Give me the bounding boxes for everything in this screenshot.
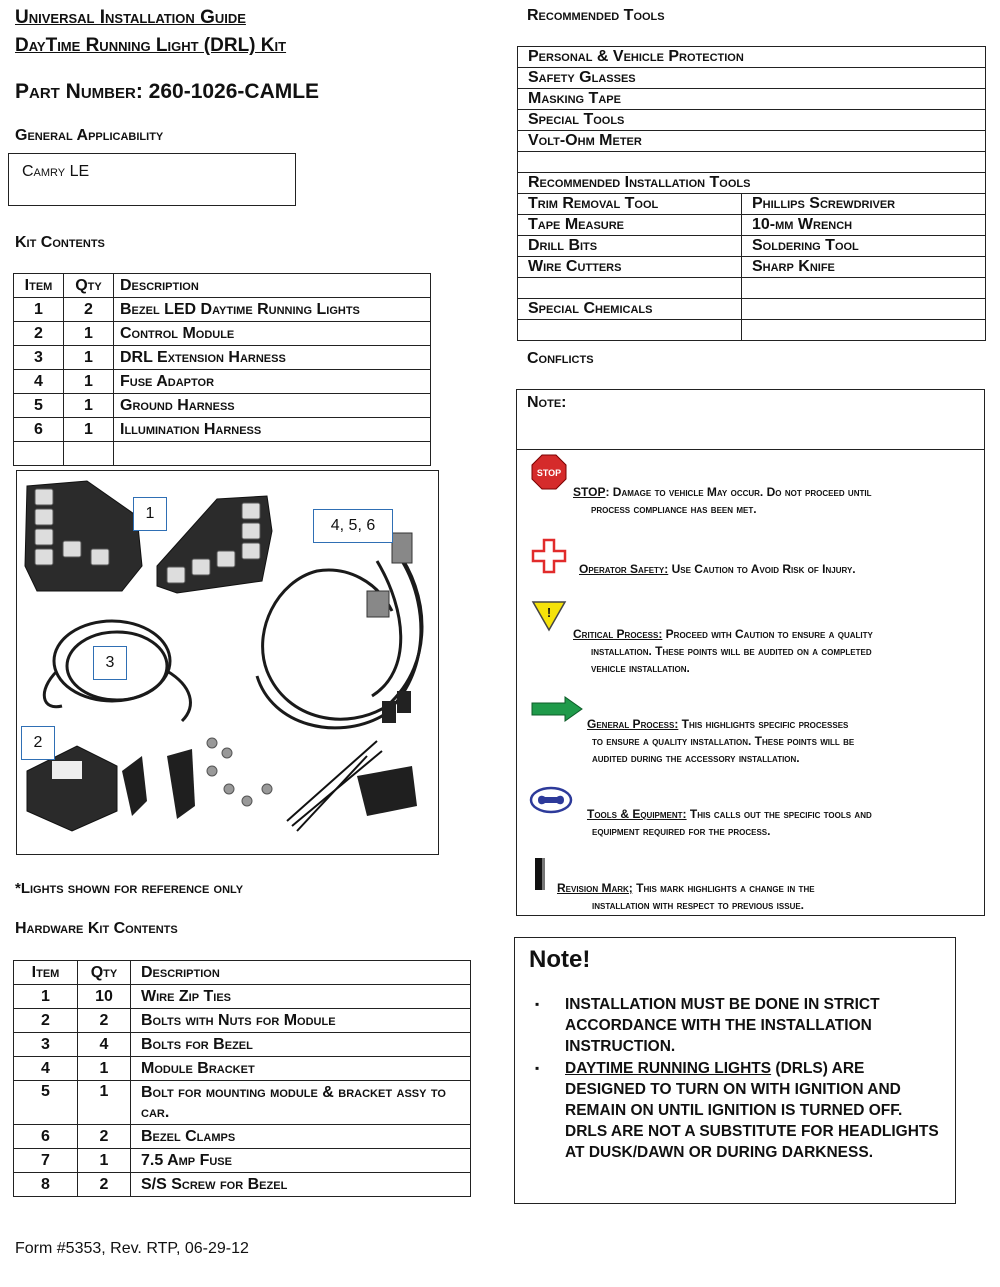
legend-stop xyxy=(573,484,871,518)
red-cross-icon xyxy=(531,538,567,574)
cell-qty: 1 xyxy=(78,1081,131,1125)
table-row xyxy=(518,47,986,68)
tool-item: Soldering Tool xyxy=(742,236,986,257)
tool-item: Wire Cutters xyxy=(518,257,742,278)
legend-revision xyxy=(557,880,815,914)
table-row xyxy=(518,299,986,320)
empty-cell xyxy=(518,278,742,299)
cell-item: 6 xyxy=(14,1125,78,1149)
cell-description xyxy=(114,442,431,466)
table-row xyxy=(14,394,431,418)
table-row xyxy=(14,1125,471,1149)
table-row xyxy=(14,442,431,466)
wrench-icon xyxy=(529,786,573,814)
table-row xyxy=(518,152,986,173)
cell-description: Illumination Harness xyxy=(114,418,431,442)
empty-cell xyxy=(518,320,742,341)
callout-4-5-6: 4, 5, 6 xyxy=(313,509,393,543)
empty-cell xyxy=(742,278,986,299)
table-row xyxy=(14,370,431,394)
cell-description: Bezel LED Daytime Running Lights xyxy=(114,298,431,322)
cell-description: S/S Screw for Bezel xyxy=(131,1173,471,1197)
table-header-row xyxy=(14,961,471,985)
table-row xyxy=(14,322,431,346)
callout-2: 2 xyxy=(21,726,55,760)
title-line-1: Universal Installation Guide xyxy=(15,7,246,28)
header-qty: Qty xyxy=(78,961,131,985)
cell-item: 8 xyxy=(14,1173,78,1197)
legend-general xyxy=(587,716,854,767)
cell-qty: 2 xyxy=(78,1009,131,1033)
cell-description: Fuse Adaptor xyxy=(114,370,431,394)
protection-heading: Personal & Vehicle Protection xyxy=(518,47,986,68)
note-label: Note: xyxy=(527,394,567,411)
general-text-cont: audited during the accessory installation. xyxy=(592,751,800,765)
cell-qty: 4 xyxy=(78,1033,131,1057)
legend-safety xyxy=(579,561,856,578)
kit-contents-table xyxy=(13,273,431,466)
cell-description: Bezel Clamps xyxy=(131,1125,471,1149)
revision-text-cont: installation with respect to previous issue. xyxy=(592,898,805,912)
green-arrow-icon xyxy=(531,696,583,722)
cell-description: Control Module xyxy=(114,322,431,346)
cell-item: 5 xyxy=(14,394,64,418)
cell-item: 2 xyxy=(14,1009,78,1033)
stop-label: STOP xyxy=(573,485,606,499)
cell-description: 7.5 Amp Fuse xyxy=(131,1149,471,1173)
critical-text-cont: vehicle installation. xyxy=(591,661,690,675)
svg-text:!: ! xyxy=(546,605,552,620)
tool-item: Phillips Screwdriver xyxy=(742,194,986,215)
tool-item: Sharp Knife xyxy=(742,257,986,278)
tool-item: Volt-Ohm Meter xyxy=(518,131,986,152)
legend-tools xyxy=(587,806,872,840)
cell-item: 1 xyxy=(14,298,64,322)
install-tools-heading: Recommended Installation Tools xyxy=(518,173,986,194)
empty-cell xyxy=(518,152,986,173)
applicability-box xyxy=(8,153,296,206)
header-description: Description xyxy=(114,274,431,298)
stop-icon xyxy=(531,454,567,490)
legend-critical xyxy=(573,626,873,677)
note-item: ▪ INSTALLATION MUST BE DONE IN STRICT ACCORDANCE WITH THE INSTALLATION INSTRUCTION. xyxy=(565,994,945,1057)
stop-icon-text: STOP xyxy=(536,468,562,478)
cell-qty xyxy=(64,442,114,466)
header-description: Description xyxy=(131,961,471,985)
cell-description: Bolts with Nuts for Module xyxy=(131,1009,471,1033)
general-label: General Process: xyxy=(587,717,679,731)
note-list xyxy=(565,994,945,1164)
table-row xyxy=(14,1033,471,1057)
tools-table xyxy=(517,46,986,341)
cell-qty: 2 xyxy=(78,1173,131,1197)
cell-item: 4 xyxy=(14,370,64,394)
cell-item xyxy=(14,442,64,466)
caution-triangle-icon xyxy=(531,600,567,632)
cell-description: Bolts for Bezel xyxy=(131,1033,471,1057)
cell-description: DRL Extension Harness xyxy=(114,346,431,370)
empty-cell xyxy=(742,299,986,320)
cell-qty: 2 xyxy=(64,298,114,322)
cell-qty: 1 xyxy=(64,370,114,394)
table-header-row xyxy=(14,274,431,298)
table-row xyxy=(518,110,986,131)
general-text: This highlights specific processes xyxy=(678,717,849,731)
cell-item: 1 xyxy=(14,985,78,1009)
cell-item: 6 xyxy=(14,418,64,442)
table-row xyxy=(14,1081,471,1125)
header-item: Item xyxy=(14,961,78,985)
header-item: Item xyxy=(14,274,64,298)
table-row xyxy=(14,1149,471,1173)
revision-mark-icon xyxy=(535,858,545,890)
stop-text-cont: process compliance has been met. xyxy=(591,502,757,516)
kit-photo xyxy=(16,470,439,855)
form-footer: Form #5353, Rev. RTP, 06-29-12 xyxy=(15,1240,249,1257)
table-row xyxy=(518,131,986,152)
hardware-kit-heading: Hardware Kit Contents xyxy=(15,920,178,937)
cell-description: Module Bracket xyxy=(131,1057,471,1081)
callout-3: 3 xyxy=(93,646,127,680)
table-row xyxy=(518,257,986,278)
tool-item: Safety Glasses xyxy=(518,68,986,89)
tools-text-cont: equipment required for the process. xyxy=(592,824,771,838)
revision-label: Revision Mark; xyxy=(557,881,633,895)
note-item-underlined: DAYTIME RUNNING LIGHTS xyxy=(565,1060,772,1077)
title-line-2: DayTime Running Light (DRL) Kit xyxy=(15,35,287,56)
critical-label: Critical Process: xyxy=(573,627,663,641)
tool-item: Trim Removal Tool xyxy=(518,194,742,215)
table-row xyxy=(518,278,986,299)
cell-qty: 1 xyxy=(64,394,114,418)
table-row xyxy=(518,236,986,257)
recommended-tools-heading: Recommended Tools xyxy=(527,7,665,24)
stop-text: : Damage to vehicle May occur. Do not proceed until xyxy=(605,485,872,499)
table-row xyxy=(518,89,986,110)
cell-item: 3 xyxy=(14,346,64,370)
header-qty: Qty xyxy=(64,274,114,298)
cell-item: 5 xyxy=(14,1081,78,1125)
table-row xyxy=(14,1057,471,1081)
note-item xyxy=(565,1058,945,1163)
cell-qty: 2 xyxy=(78,1125,131,1149)
special-chemicals-heading: Special Chemicals xyxy=(518,299,742,320)
applicability-value: Camry LE xyxy=(22,163,90,180)
table-row xyxy=(518,173,986,194)
part-number: Part Number: 260-1026-CAMLE xyxy=(15,80,320,103)
table-row xyxy=(14,1173,471,1197)
cell-qty: 1 xyxy=(64,346,114,370)
cell-qty: 1 xyxy=(78,1149,131,1173)
hardware-kit-table xyxy=(13,960,471,1197)
cell-item: 7 xyxy=(14,1149,78,1173)
table-row xyxy=(14,346,431,370)
special-tools-heading: Special Tools xyxy=(518,110,986,131)
photo-caption: *Lights shown for reference only xyxy=(15,880,244,897)
safety-text: Use Caution to Avoid Risk of Injury. xyxy=(668,562,856,576)
tool-item: 10-mm Wrench xyxy=(742,215,986,236)
cell-qty: 1 xyxy=(64,322,114,346)
cell-qty: 1 xyxy=(64,418,114,442)
cell-item: 3 xyxy=(14,1033,78,1057)
revision-text: This mark highlights a change in the xyxy=(632,881,815,895)
table-row xyxy=(14,985,471,1009)
cell-qty: 10 xyxy=(78,985,131,1009)
table-row xyxy=(14,1009,471,1033)
safety-label: Operator Safety: xyxy=(579,562,669,576)
general-text-cont: to ensure a quality installation. These points will be xyxy=(592,734,855,748)
table-row xyxy=(518,320,986,341)
cell-description: Bolt for mounting module & bracket assy to car. xyxy=(131,1081,471,1125)
table-row xyxy=(518,215,986,236)
kit-contents-heading: Kit Contents xyxy=(15,234,105,251)
tools-label: Tools & Equipment: xyxy=(587,807,687,821)
cell-description: Wire Zip Ties xyxy=(131,985,471,1009)
critical-text: Proceed with Caution to ensure a quality xyxy=(662,627,873,641)
guide-title xyxy=(15,4,286,60)
table-row xyxy=(518,194,986,215)
cell-item: 4 xyxy=(14,1057,78,1081)
table-row xyxy=(14,298,431,322)
tool-item: Masking Tape xyxy=(518,89,986,110)
note-box xyxy=(514,937,956,1204)
cell-qty: 1 xyxy=(78,1057,131,1081)
table-row xyxy=(518,68,986,89)
callout-1: 1 xyxy=(133,497,167,531)
critical-text-cont: installation. These points will be audited on a completed xyxy=(591,644,872,658)
cell-item: 2 xyxy=(14,322,64,346)
table-row xyxy=(14,418,431,442)
tools-text: This calls out the specific tools and xyxy=(686,807,872,821)
divider xyxy=(517,449,984,450)
note-title: Note! xyxy=(529,946,591,973)
note-item-text: (DRLS) ARE DESIGNED TO TURN ON WITH IGNITION AND REMAIN ON UNTIL IGNITION IS TURNED OFF. DRLS ARE NOT A SUBSTITUTE FOR HEADLIGHTS AT DUSK/DAWN OR DURING DARKNESS. xyxy=(565,1060,939,1161)
general-applicability-heading: General Applicability xyxy=(15,127,164,144)
cell-description: Ground Harness xyxy=(114,394,431,418)
legend-box xyxy=(516,389,985,916)
empty-cell xyxy=(742,320,986,341)
tool-item: Tape Measure xyxy=(518,215,742,236)
tool-item: Drill Bits xyxy=(518,236,742,257)
conflicts-heading: Conflicts xyxy=(527,350,594,367)
